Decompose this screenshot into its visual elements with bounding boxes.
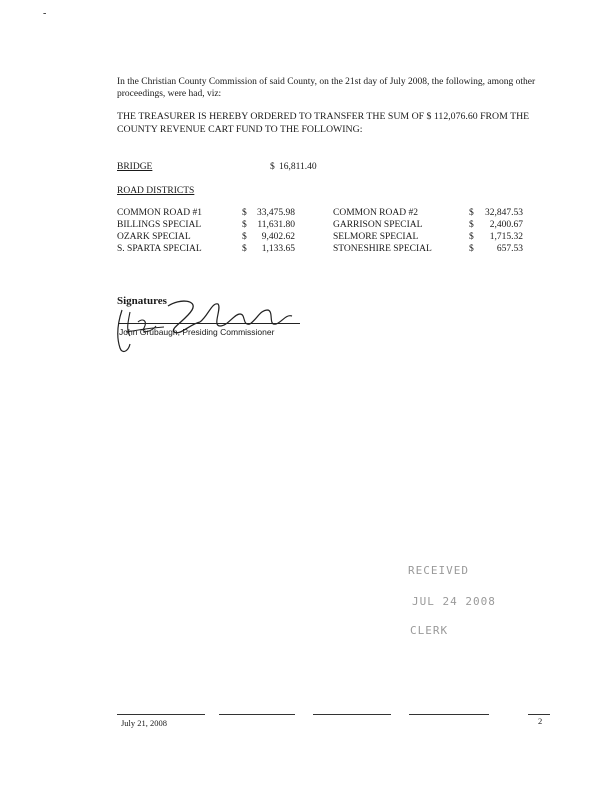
signer-name: John Grubaugh, Presiding Commissioner — [119, 327, 275, 337]
district-amount: 33,475.98 — [257, 208, 295, 218]
dollar-sign: $ — [469, 232, 474, 242]
footer-line — [528, 714, 550, 715]
dollar-sign: $ — [242, 208, 247, 218]
district-amount: 2,400.67 — [489, 220, 523, 230]
district-row — [117, 232, 537, 244]
received-stamp-date: JUL 24 2008 — [412, 595, 496, 608]
district-amount: 32,847.53 — [485, 208, 523, 218]
dollar-sign: $ — [469, 208, 474, 218]
bridge-dollar: $ — [270, 162, 275, 172]
district-name: OZARK SPECIAL — [117, 232, 191, 242]
dollar-sign: $ — [242, 244, 247, 254]
footer-line — [409, 714, 489, 715]
footer-date: July 21, 2008 — [121, 718, 168, 728]
district-row — [117, 220, 537, 232]
signature-line — [118, 323, 300, 324]
road-districts-heading: ROAD DISTRICTS — [117, 186, 195, 196]
intro-paragraph: In the Christian County Commission of said County, on the 21st day of July 2008, the following, among other proceedings, were had, viz: — [117, 77, 536, 99]
district-name: S. SPARTA SPECIAL — [117, 244, 202, 254]
footer-line — [313, 714, 391, 715]
dollar-sign: $ — [469, 220, 474, 230]
district-name: STONESHIRE SPECIAL — [333, 244, 432, 254]
transfer-order: THE TREASURER IS HEREBY ORDERED TO TRANSFER THE SUM OF $ 112,076.60 FROM THE COUNTY REVENUE CART FUND TO THE FOLLOWING: — [117, 111, 530, 135]
bridge-label: BRIDGE — [117, 162, 153, 172]
district-name: COMMON ROAD #2 — [333, 208, 418, 218]
dollar-sign: $ — [242, 220, 247, 230]
district-amount: 1,715.32 — [489, 232, 523, 242]
district-amount: 1,133.65 — [261, 244, 295, 254]
district-name: GARRISON SPECIAL — [333, 220, 423, 230]
bridge-row — [117, 162, 537, 174]
district-row — [117, 208, 537, 220]
footer-line — [219, 714, 295, 715]
received-stamp-line: RECEIVED — [408, 564, 469, 577]
district-row — [117, 244, 537, 256]
signatures-heading: Signatures — [117, 295, 167, 307]
handwritten-signature — [108, 292, 308, 358]
page-number: 2 — [538, 716, 543, 726]
footer-line — [117, 714, 205, 715]
district-name: BILLINGS SPECIAL — [117, 220, 202, 230]
received-stamp-line: CLERK — [410, 624, 449, 637]
district-name: SELMORE SPECIAL — [333, 232, 419, 242]
bridge-amount: 16,811.40 — [279, 162, 317, 172]
dollar-sign: $ — [469, 244, 474, 254]
district-amount: 657.53 — [496, 244, 523, 254]
dollar-sign: $ — [242, 232, 247, 242]
district-amount: 11,631.80 — [257, 220, 295, 230]
district-amount: 9,402.62 — [261, 232, 295, 242]
corner-mark: - — [43, 8, 47, 19]
district-name: COMMON ROAD #1 — [117, 208, 202, 218]
